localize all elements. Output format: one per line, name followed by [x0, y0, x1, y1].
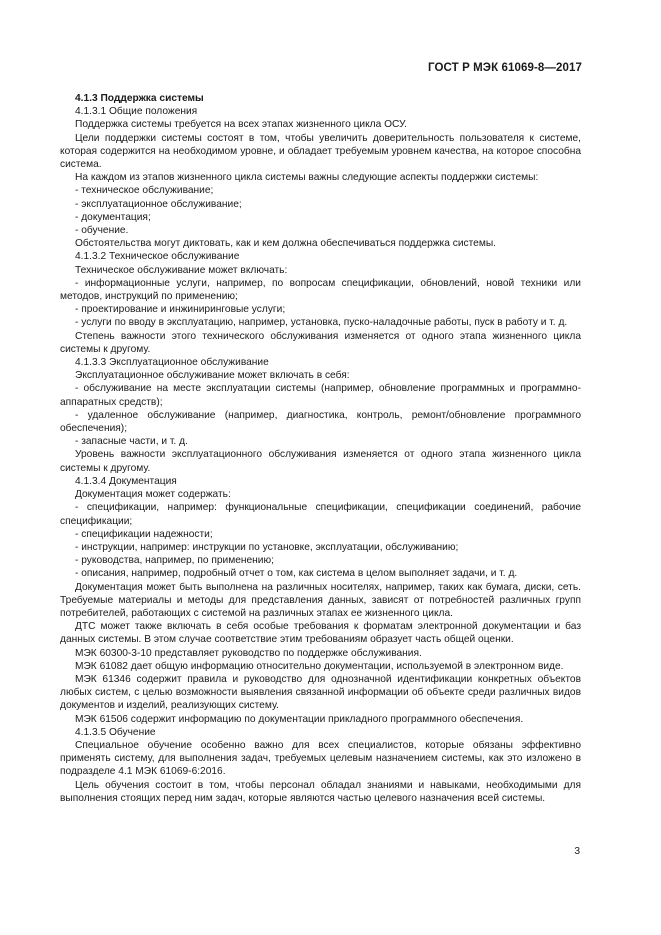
- paragraph: ДТС может также включать в себя особые требования к форматам электронной документации и баз данных системы. В этом случае соответствие этим требованиям образует часть общей оценки.: [60, 621, 581, 646]
- paragraph: 4.1.3.5 Обучение: [75, 726, 156, 738]
- paragraph: - спецификации, например: функциональные спецификации, спецификации соединений, рабочие спецификации;: [60, 502, 581, 527]
- paragraph: Эксплуатационное обслуживание может включать в себя:: [75, 370, 350, 382]
- paragraph: МЭК 61082 дает общую информацию относительно документации, используемой в электронном виде.: [75, 660, 564, 672]
- paragraph: МЭК 60300-3-10 представляет руководство по поддержке обслуживания.: [75, 647, 422, 659]
- section-heading: 4.1.3 Поддержка системы: [75, 93, 204, 104]
- paragraph: Документация может содержать:: [75, 489, 231, 501]
- paragraph: Документация может быть выполнена на различных носителях, например, таких как бумага, диски, сеть. Требуемые материалы и методы для представления данных, зависят от потребностей различных групп потребителей, работающих с системой на различных этапах ее жизненного цикла.: [60, 581, 581, 619]
- paragraph: 4.1.3.2 Техническое обслуживание: [75, 251, 240, 263]
- paragraph: 4.1.3.4 Документация: [75, 475, 177, 487]
- paragraph: 4.1.3.3 Эксплуатационное обслуживание: [75, 357, 269, 369]
- paragraph: - обслуживание на месте эксплуатации системы (например, обновление программных и программно-аппаратных средств);: [60, 383, 581, 408]
- paragraph: Техническое обслуживание может включать:: [75, 264, 288, 276]
- paragraph: Специальное обучение особенно важно для всех специалистов, которые обязаны эффективно применять систему, для выполнения задач, требуемых целевым назначением системы, как это изложено в подразделе 4.1 МЭК 61069-6:2016.: [60, 739, 581, 778]
- paragraph: - описания, например, подробный отчет о том, как система в целом выполняет задачи, и т. д.: [75, 568, 518, 580]
- paragraph: Цели поддержки системы состоят в том, чтобы увеличить доверительность пользователя к системе, которая содержится на необходимом уровне, и обладает требуемым уровнем качества, на которое способна система.: [60, 132, 581, 171]
- standard-code-header: ГОСТ Р МЭК 61069-8—2017: [428, 62, 582, 74]
- document-body: [60, 92, 581, 805]
- paragraph: Цель обучения состоит в том, чтобы персонал обладал знаниями и навыками, необходимыми для выполнения стоящих перед ним задач, которые являются частью целевого назначения всей системы.: [60, 779, 581, 804]
- paragraph: - руководства, например, по применению;: [75, 555, 274, 567]
- paragraph: Обстоятельства могут диктовать, как и кем должна обеспечиваться поддержка системы.: [75, 238, 496, 250]
- paragraph: МЭК 61506 содержит информацию по документации прикладного программного обеспечения.: [75, 713, 524, 725]
- paragraph: - эксплуатационное обслуживание;: [75, 198, 242, 210]
- paragraph: Уровень важности эксплуатационного обслуживания изменяется от одного этапа жизненного цикла системы к другому.: [60, 449, 581, 474]
- paragraph: - документация;: [75, 211, 151, 223]
- paragraph: - спецификации надежности;: [75, 528, 213, 540]
- paragraph: - обучение.: [75, 225, 129, 237]
- paragraph: 4.1.3.1 Общие положения: [75, 106, 198, 118]
- paragraph: На каждом из этапов жизненного цикла системы важны следующие аспекты поддержки системы:: [75, 172, 539, 184]
- page-number: 3: [574, 846, 580, 857]
- paragraph: Степень важности этого технического обслуживания изменяется от одного этапа жизненного цикла системы к другому.: [60, 330, 581, 355]
- paragraph: - проектирование и инжиниринговые услуги;: [75, 304, 286, 316]
- paragraph: - информационные услуги, например, по вопросам спецификации, обновлений, новой техники или методов, инструкций по применению;: [60, 277, 581, 303]
- paragraph: Поддержка системы требуется на всех этапах жизненного цикла ОСУ.: [75, 119, 407, 131]
- paragraph: - удаленное обслуживание (например, диагностика, контроль, ремонт/обновление программного обеспечения);: [60, 409, 581, 435]
- paragraph: - инструкции, например: инструкции по установке, эксплуатации, обслуживанию;: [75, 541, 459, 553]
- paragraph: МЭК 61346 содержит правила и руководство для однозначной идентификации конкретных объектов любых систем, с целью возможности выявления связанной информации об объекте среди различных видов документов и изделий, реализующих систему.: [60, 673, 581, 712]
- paragraph: - техническое обслуживание;: [75, 185, 214, 197]
- paragraph: - услуги по вводу в эксплуатацию, например, установка, пуско-наладочные работы, пуск в работу и т. д.: [75, 317, 568, 329]
- paragraph: - запасные части, и т. д.: [75, 436, 188, 448]
